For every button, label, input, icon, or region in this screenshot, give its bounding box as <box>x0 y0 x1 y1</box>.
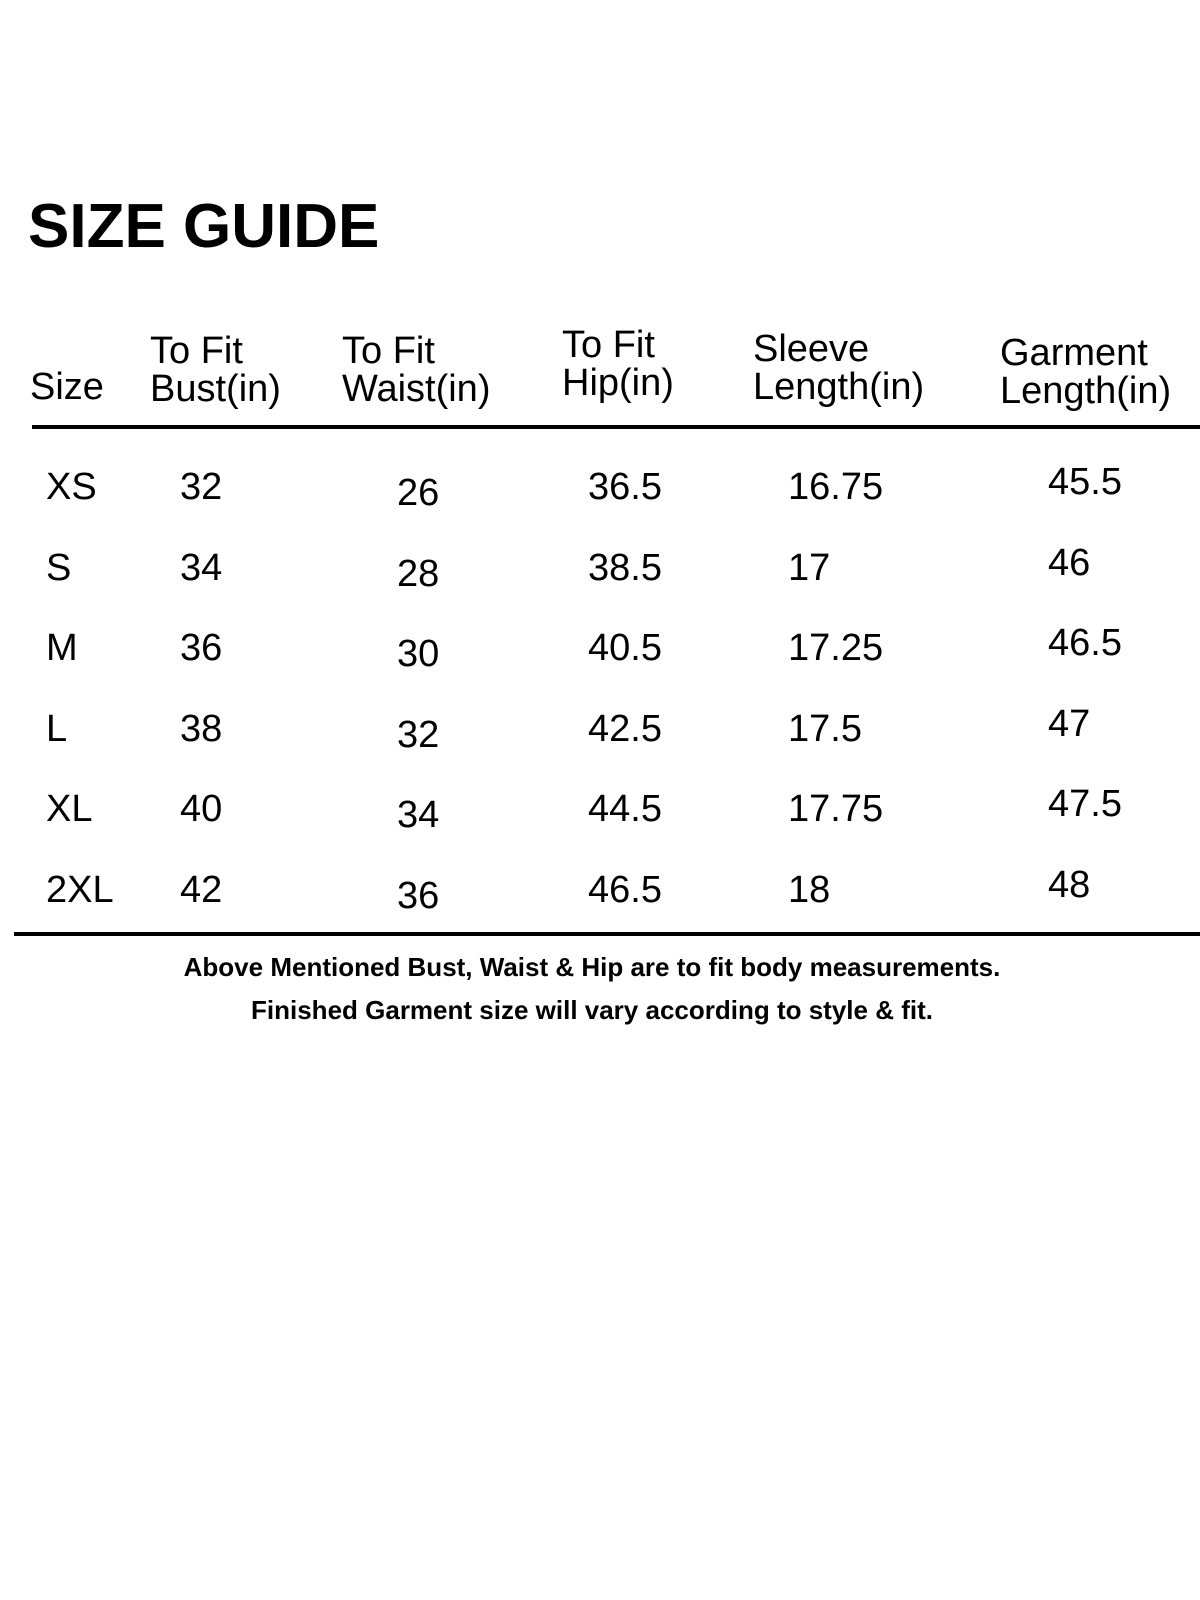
header-hip-line2: Hip(in) <box>562 362 674 404</box>
header-divider <box>32 425 1200 429</box>
cell-size: S <box>46 547 72 589</box>
cell-sleeve-length: 17.25 <box>788 627 884 669</box>
cell-sleeve-length: 17.75 <box>788 788 884 830</box>
cell-hip: 42.5 <box>588 708 662 750</box>
cell-size: 2XL <box>46 869 114 911</box>
cell-size: L <box>46 708 68 750</box>
cell-size: M <box>46 627 78 669</box>
cell-waist: 36 <box>397 875 440 917</box>
table-bottom-divider <box>14 932 1200 936</box>
cell-garment-length: 46.5 <box>1048 622 1122 664</box>
header-garment-length-line1: Garment <box>1000 332 1148 374</box>
header-size-line2: Size <box>30 366 104 408</box>
header-sleeve-length-line1: Sleeve <box>753 328 870 370</box>
cell-waist: 32 <box>397 714 440 756</box>
cell-bust: 32 <box>180 466 223 508</box>
cell-waist: 30 <box>397 633 440 675</box>
header-sleeve-length-line2: Length(in) <box>753 366 925 408</box>
cell-bust: 42 <box>180 869 223 911</box>
cell-bust: 38 <box>180 708 223 750</box>
header-bust-line1: To Fit <box>150 330 243 372</box>
cell-hip: 38.5 <box>588 547 662 589</box>
footnote-line-2: Finished Garment size will vary according to style & fit. <box>251 995 933 1025</box>
cell-waist: 34 <box>397 794 440 836</box>
cell-garment-length: 47 <box>1048 703 1091 745</box>
cell-sleeve-length: 16.75 <box>788 466 884 508</box>
footnote-line-1: Above Mentioned Bust, Waist & Hip are to fit body measurements. <box>183 952 1001 982</box>
cell-hip: 46.5 <box>588 869 662 911</box>
header-bust-line2: Bust(in) <box>150 368 281 410</box>
header-waist-line2: Waist(in) <box>342 368 491 410</box>
cell-bust: 36 <box>180 627 223 669</box>
cell-bust: 40 <box>180 788 223 830</box>
cell-hip: 44.5 <box>588 788 662 830</box>
cell-sleeve-length: 18 <box>788 869 831 911</box>
cell-size: XS <box>46 466 97 508</box>
cell-bust: 34 <box>180 547 223 589</box>
cell-garment-length: 47.5 <box>1048 783 1122 825</box>
cell-sleeve-length: 17.5 <box>788 708 862 750</box>
cell-garment-length: 45.5 <box>1048 461 1122 503</box>
header-waist-line1: To Fit <box>342 330 435 372</box>
cell-garment-length: 48 <box>1048 864 1091 906</box>
header-garment-length-line2: Length(in) <box>1000 370 1172 412</box>
cell-sleeve-length: 17 <box>788 547 831 589</box>
cell-waist: 28 <box>397 553 440 595</box>
page-title: SIZE GUIDE <box>28 192 380 261</box>
cell-hip: 36.5 <box>588 466 662 508</box>
cell-garment-length: 46 <box>1048 542 1091 584</box>
cell-size: XL <box>46 788 93 830</box>
header-hip-line1: To Fit <box>562 324 655 366</box>
cell-hip: 40.5 <box>588 627 662 669</box>
cell-waist: 26 <box>397 472 440 514</box>
